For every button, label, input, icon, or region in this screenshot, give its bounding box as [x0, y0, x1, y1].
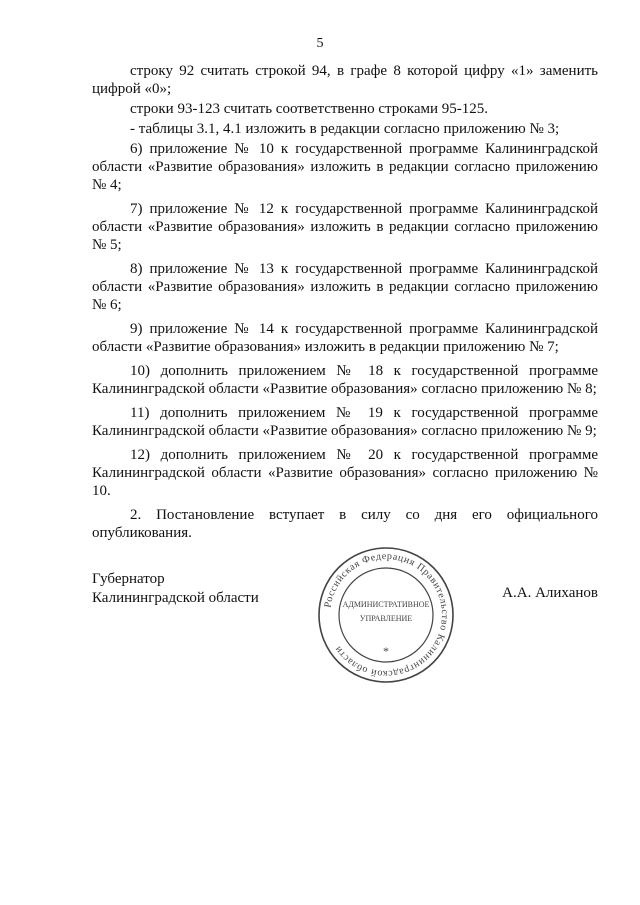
- signature-title: [92, 570, 259, 608]
- paragraph: строки 93-123 считать соответственно строками 95-125.: [130, 101, 488, 117]
- paragraph: 6) приложение № 10 к государственной программе Калининградской области «Развитие образования» изложить в редакции согласно приложению № 4;: [92, 141, 598, 193]
- signature-title-line: Губернатор: [92, 571, 165, 587]
- official-seal: [316, 545, 456, 685]
- paragraph: 11) дополнить приложением № 19 к государственной программе Калининградской области «Развитие образования» согласно приложению № 9;: [92, 405, 598, 439]
- paragraph: 9) приложение № 14 к государственной программе Калининградской области «Развитие образования» изложить в редакции приложению № 7;: [92, 321, 598, 355]
- seal-outer-text: Российская Федерация Правительство Калининградской области: [322, 550, 451, 680]
- paragraph: 10) дополнить приложением № 18 к государственной программе Калининградской области «Развитие образования» согласно приложению № 8;: [92, 363, 598, 397]
- signature-title-line: Калининградской области: [92, 590, 259, 606]
- page-number: 5: [316, 36, 324, 51]
- seal-center-text: АДМИНИСТРАТИВНОЕ: [342, 600, 430, 609]
- paragraph: 12) дополнить приложением № 20 к государственной программе Калининградской области «Развитие образования» согласно приложению № 10.: [92, 447, 598, 499]
- paragraph: 8) приложение № 13 к государственной программе Калининградской области «Развитие образования» изложить в редакции согласно приложению № 6;: [92, 261, 598, 313]
- paragraph: 2. Постановление вступает в силу со дня его официального опубликования.: [92, 507, 598, 541]
- paragraph: - таблицы 3.1, 4.1 изложить в редакции согласно приложению № 3;: [130, 121, 560, 137]
- document-body: [92, 62, 598, 548]
- paragraph: строку 92 считать строкой 94, в графе 8 которой цифру «1» заменить цифрой «0»;: [92, 63, 598, 97]
- seal-center-text: УПРАВЛЕНИЕ: [359, 614, 413, 623]
- signatory-name: А.А. Алиханов: [502, 585, 598, 601]
- seal-star-icon: *: [383, 644, 389, 658]
- paragraph: 7) приложение № 12 к государственной программе Калининградской области «Развитие образования» изложить в редакции согласно приложению № 5;: [92, 201, 598, 253]
